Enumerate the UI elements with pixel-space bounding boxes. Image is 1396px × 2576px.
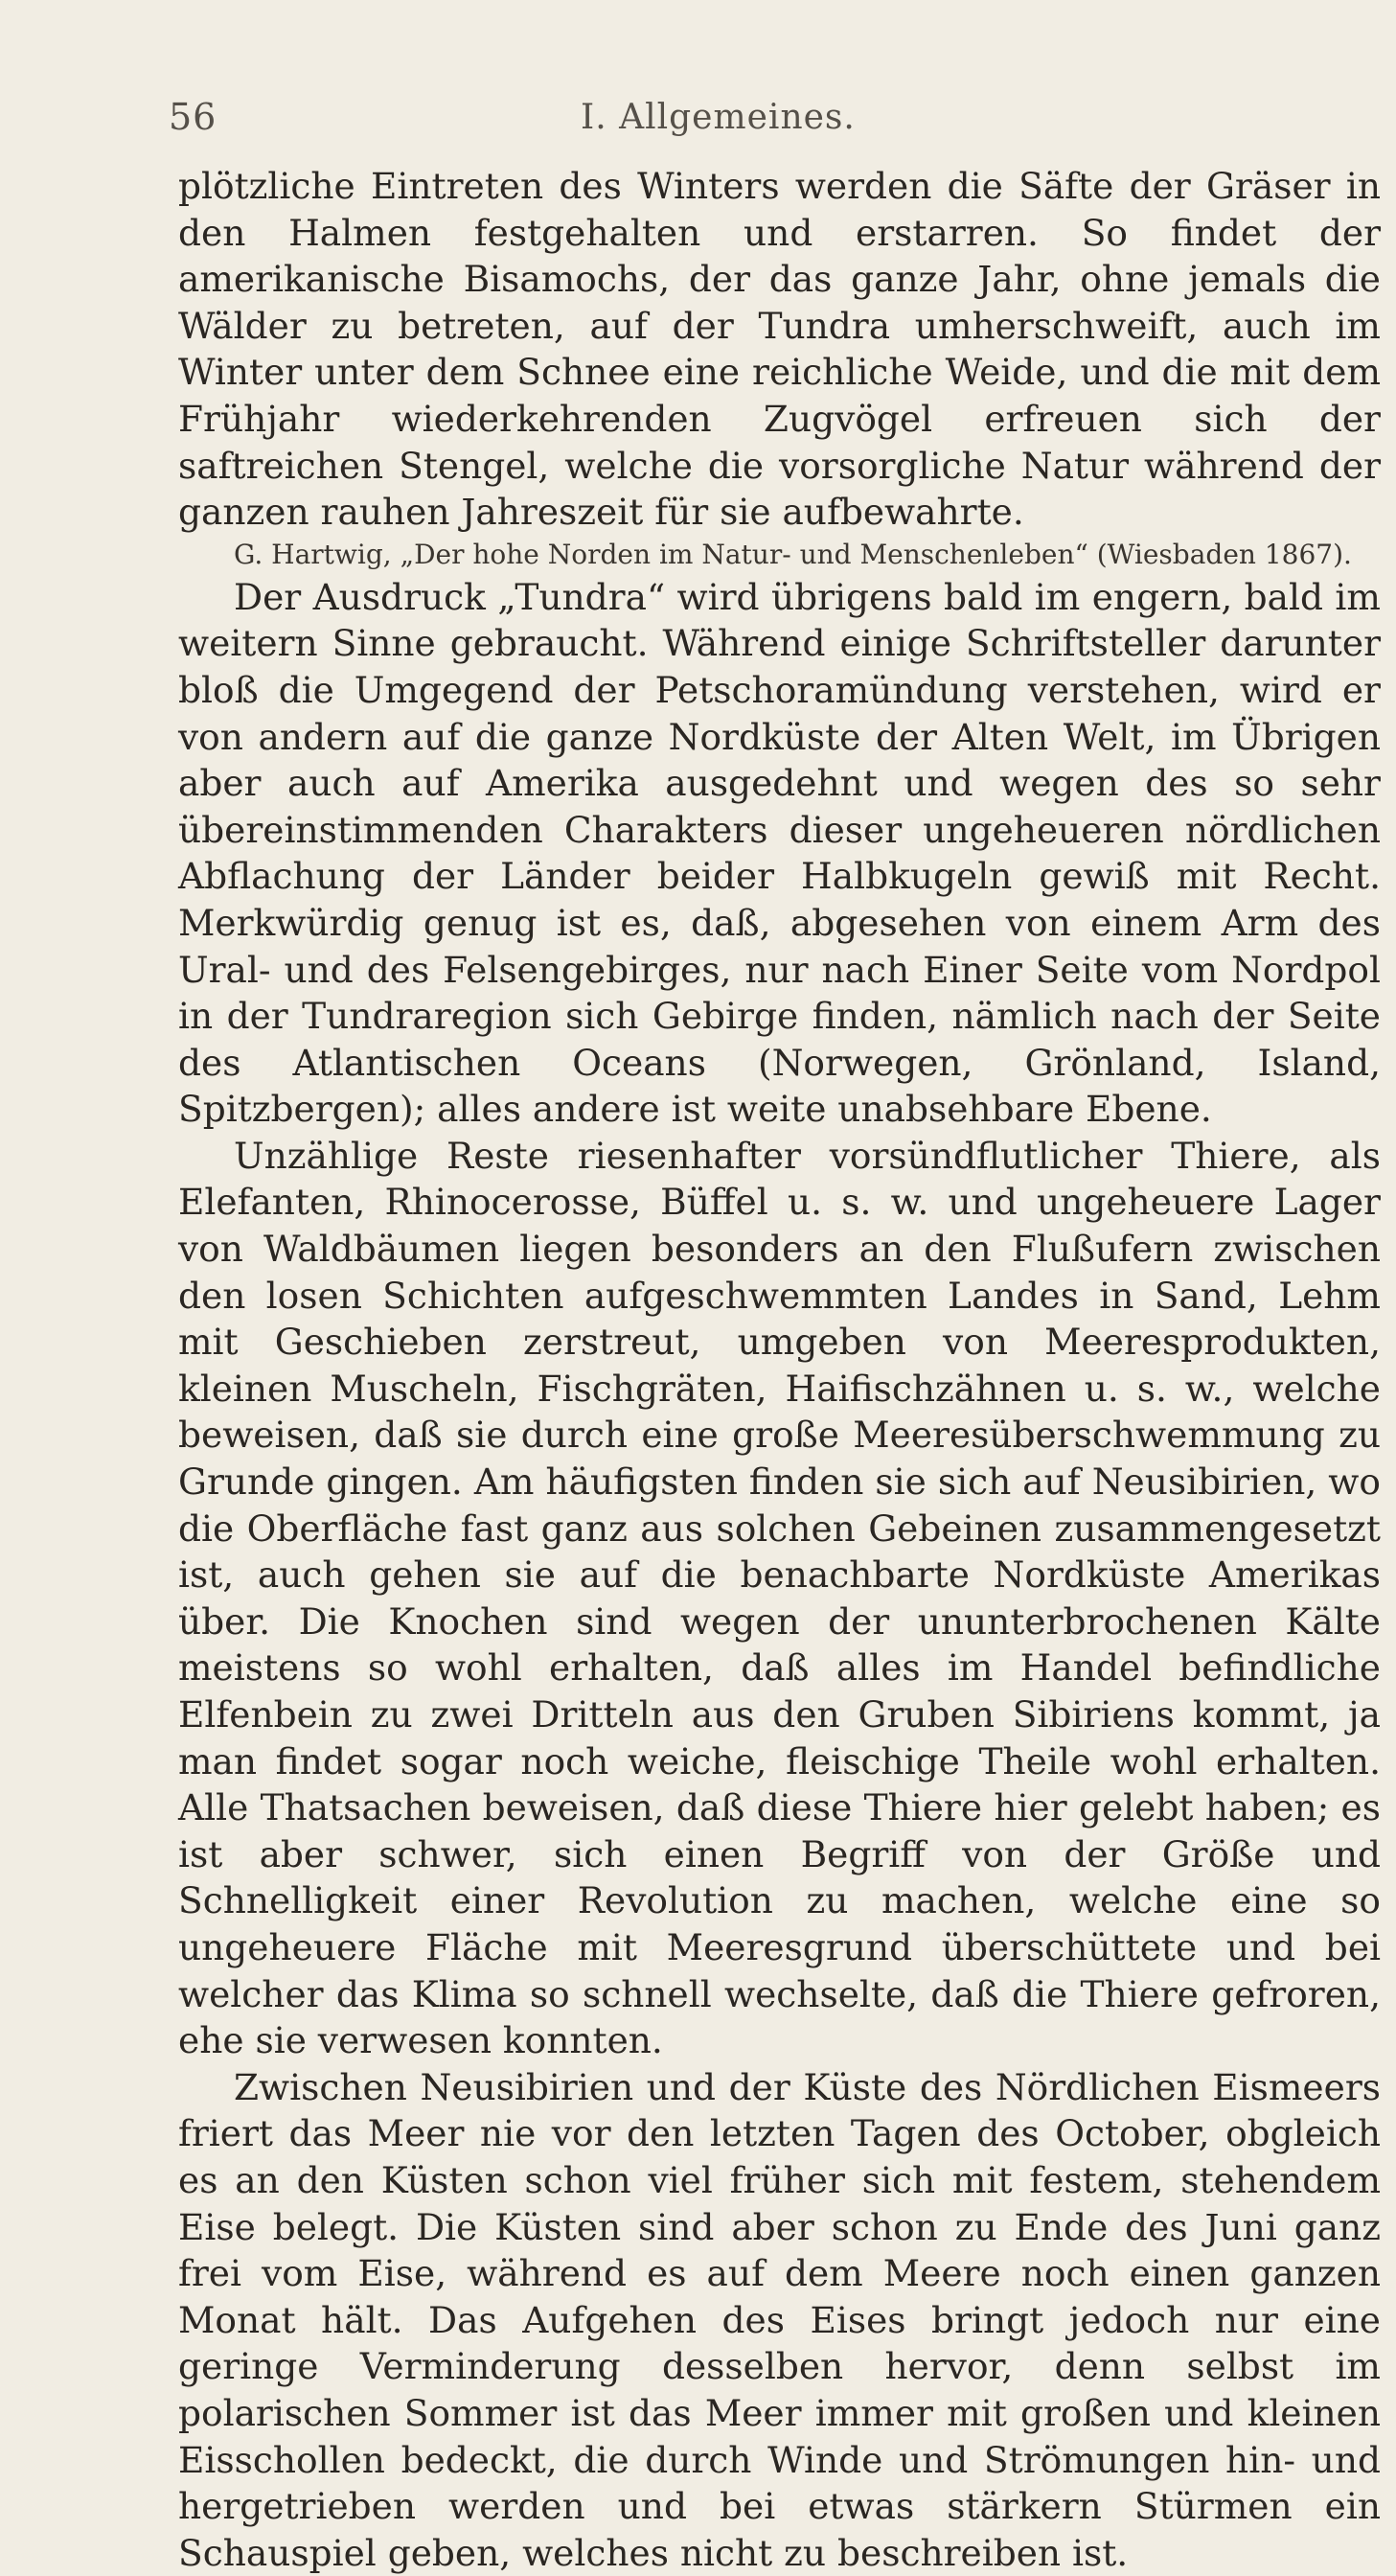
body-text xyxy=(178,163,1381,2576)
paragraph: Unzählige Reste riesenhafter vorsündflutlicher Thiere, als Elefanten, Rhinocerosse, Büffel u. s. w. und ungeheuere Lager von Waldbäumen liegen besonders an den Flußufern zwischen den losen Schichten aufgeschwemmten Landes in Sand, Lehm mit Geschieben zerstreut, umgeben von Meeresprodukten, kleinen Muscheln, Fischgräten, Haifischzähnen u. s. w., welche beweisen, daß sie durch eine große Meeresüberschwemmung zu Grunde gingen. Am häufigsten finden sie sich auf Neusibirien, wo die Oberfläche fast ganz aus solchen Gebeinen zusammengesetzt ist, auch gehen sie auf die benachbarte Nordküste Amerikas über. Die Knochen sind wegen der ununterbrochenen Kälte meistens so wohl erhalten, daß alles im Handel befindliche Elfenbein zu zwei Dritteln aus den Gruben Sibiriens kommt, ja man findet sogar noch weiche, fleischige Theile wohl erhalten. Alle Thatsachen beweisen, daß diese Thiere hier gelebt haben; es ist aber schwer, sich einen Begriff von der Größe und Schnelligkeit einer Revolution zu machen, welche eine so ungeheuere Fläche mit Meeresgrund überschüttete und bei welcher das Klima so schnell wechselte, daß die Thiere gefroren, ehe sie verwesen konnten. xyxy=(178,1134,1381,2062)
page-header xyxy=(169,96,1396,153)
paragraph: plötzliche Eintreten des Winters werden die Säfte der Gräser in den Halmen festgehalten und erstarren. So findet der amerikanische Bisamochs, der das ganze Jahr, ohne jemals die Wälder zu betreten, auf der Tundra umherschweift, auch im Winter unter dem Schnee eine reichliche Weide, und die mit dem Frühjahr wiederkehrenden Zugvögel erfreuen sich der saftreichen Stengel, welche die vorsorgliche Natur während der ganzen rauhen Jahreszeit für sie aufbewahrte. xyxy=(178,165,1381,534)
paragraph: Zwischen Neusibirien und der Küste des Nördlichen Eismeers friert das Meer nie vor den letzten Tagen des October, obgleich es an den Küsten schon viel früher sich mit festem, stehendem Eise belegt. Die Küsten sind aber schon zu Ende des Juni ganz frei vom Eise, während es auf dem Meere noch einen ganzen Monat hält. Das Aufgehen des Eises bringt jedoch nur eine geringe Verminderung desselben hervor, denn selbst im polarischen Sommer ist das Meer immer mit großen und kleinen Eisschollen bedeckt, die durch Winde und Strömungen hin- und hergetrieben werden und bei etwas stärkern Stürmen ein Schauspiel geben, welches nicht zu beschreiben ist. xyxy=(178,2065,1381,2574)
citation: G. Hartwig, „Der hohe Norden im Natur- und Menschenleben“ (Wiesbaden 1867). xyxy=(234,538,1352,570)
paragraph: Der Ausdruck „Tundra“ wird übrigens bald im engern, bald im weitern Sinne gebraucht. Während einige Schriftsteller darunter bloß die Umgegend der Petschoramündung verstehen, wird er von andern auf die ganze Nordküste der Alten Welt, im Übrigen aber auch auf Amerika ausgedehnt und wegen des so sehr übereinstimmenden Charakters dieser ungeheueren nördlichen Abflachung der Länder beider Halbkugeln gewiß mit Recht. Merkwürdig genug ist es, daß, abgesehen von einem Arm des Ural- und des Felsengebirges, nur nach Einer Seite vom Nordpol in der Tundraregion sich Gebirge finden, nämlich nach der Seite des Atlantischen Oceans (Norwegen, Grönland, Island, Spitzbergen); alles andere ist weite unabsehbare Ebene. xyxy=(178,575,1381,1131)
page-number: 56 xyxy=(169,96,217,138)
running-head: I. Allgemeines. xyxy=(581,98,856,137)
